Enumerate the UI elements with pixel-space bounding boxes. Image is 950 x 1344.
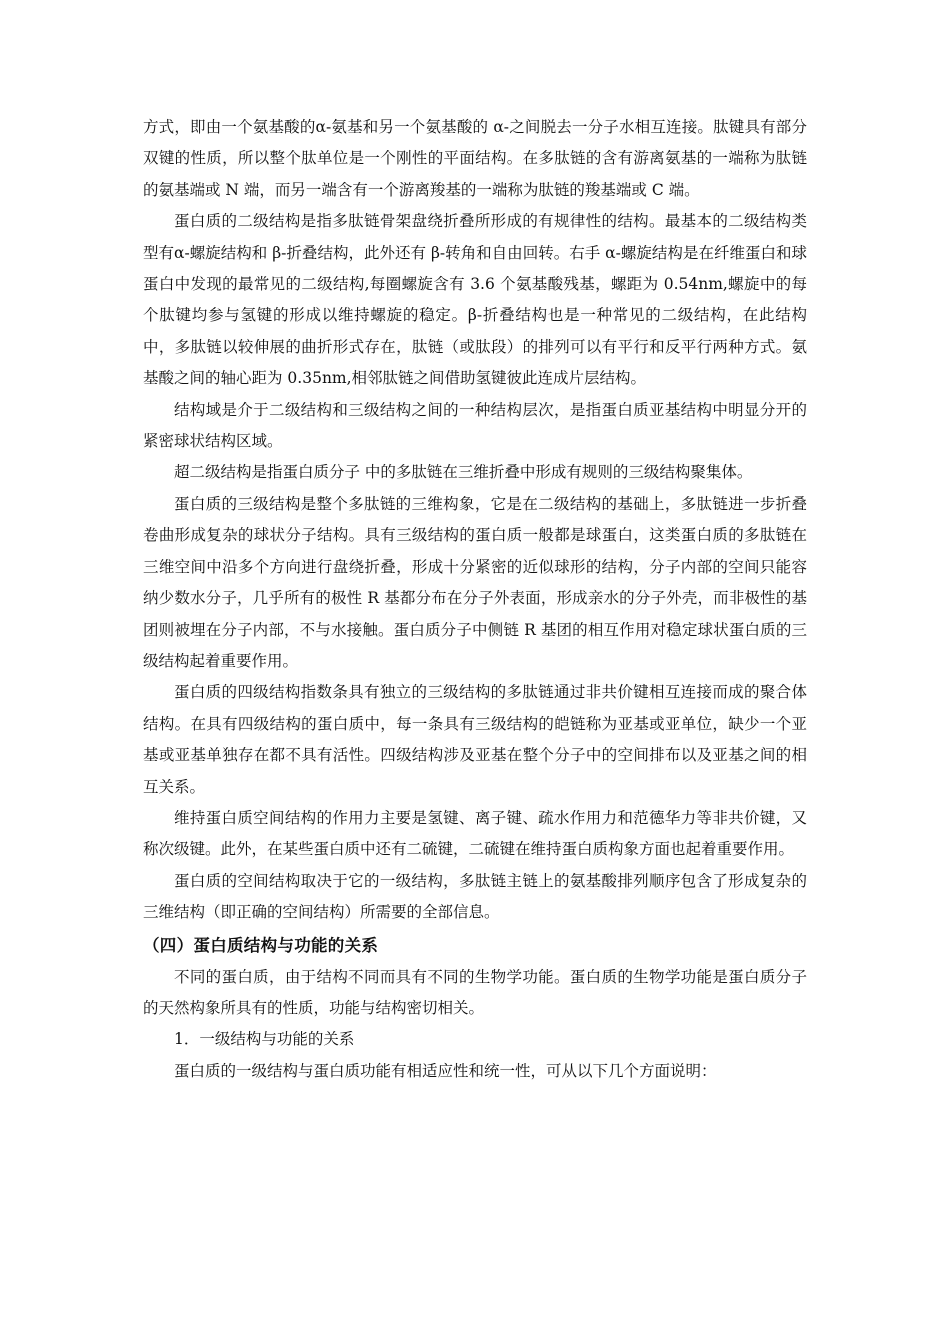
paragraph-tertiary-structure: 蛋白质的三级结构是整个多肽链的三维构象，它是在二级结构的基础上，多肽链进一步折叠卷曲形成复杂的球状分子结构。具有三级结构的蛋白质一般都是球蛋白，这类蛋白质的多肽链在三维空间中沿多个方向进行盘绕折叠，形成十分紧密的近似球形的结构，分子内部的空间只能容纳少数水分子，几乎所有的极性 R 基都分布在分子外表面，形成亲水的分子外壳，而非极性的基团则被埋在分子内部，不与水接触。蛋白质分子中侧链 R 基团的相互作用对稳定球状蛋白质的三级结构起着重要作用。 bbox=[143, 494, 807, 670]
paragraph-spatial-structure: 蛋白质的空间结构取决于它的一级结构，多肽链主链上的氨基酸排列顺序包含了形成复杂的三维结构（即正确的空间结构）所需要的全部信息。 bbox=[143, 871, 807, 922]
subheading-primary-structure-function: 1．一级结构与功能的关系 bbox=[174, 1030, 355, 1049]
paragraph-secondary-structure: 蛋白质的二级结构是指多肽链骨架盘绕折叠所形成的有规律性的结构。最基本的二级结构类型有α-螺旋结构和 β-折叠结构，此外还有 β-转角和自由回转。右手 α-螺旋结构是在纤维蛋白和球蛋白中发现的最常见的二级结构,每圈螺旋含有 3.6 个氨基酸残基，螺距为 0.54nm,螺旋中的每个肽键均参与氢键的形成以维持螺旋的稳定。β-折叠结构也是一种常见的二级结构，在此结构中，多肽链以较伸展的曲折形式存在，肽链（或肽段）的排列可以有平行和反平行两种方式。氨基酸之间的轴心距为 0.35nm,相邻肽链之间借助氢键彼此连成片层结构。 bbox=[143, 212, 807, 388]
paragraph-function-intro: 不同的蛋白质，由于结构不同而具有不同的生物学功能。蛋白质的生物学功能是蛋白质分子的天然构象所具有的性质，功能与结构密切相关。 bbox=[143, 967, 807, 1017]
paragraph-quaternary-structure: 蛋白质的四级结构指数条具有独立的三级结构的多肽链通过非共价键相互连接而成的聚合体结构。在具有四级结构的蛋白质中，每一条具有三级结构的皑链称为亚基或亚单位，缺少一个亚基或亚基单独存在都不具有活性。四级结构涉及亚基在整个分子中的空间排布以及亚基之间的相互关系。 bbox=[143, 683, 807, 796]
paragraph-stabilizing-forces: 维持蛋白质空间结构的作用力主要是氢键、离子键、疏水作用力和范德华力等非共价键，又称次级键。此外，在某些蛋白质中还有二硫键，二硫键在维持蛋白质构象方面也起着重要作用。 bbox=[143, 808, 807, 859]
paragraph-peptide-bond: 方式，即由一个氨基酸的α-氨基和另一个氨基酸的 α-之间脱去一分子水相互连接。肽键具有部分双键的性质，所以整个肽单位是一个刚性的平面结构。在多肽链的含有游离氨基的一端称为肽链的氨基端或 N 端，而另一端含有一个游离羧基的一端称为肽链的羧基端或 C 端。 bbox=[143, 118, 807, 199]
section-heading-structure-function: （四）蛋白质结构与功能的关系 bbox=[143, 935, 379, 955]
document-page bbox=[143, 112, 807, 1087]
paragraph-supersecondary: 超二级结构是指蛋白质分子 中的多肽链在三维折叠中形成有规则的三级结构聚集体。 bbox=[174, 463, 753, 482]
paragraph-domain: 结构域是介于二级结构和三级结构之间的一种结构层次，是指蛋白质亚基结构中明显分开的紧密球状结构区域。 bbox=[143, 400, 807, 451]
paragraph-primary-structure-function: 蛋白质的一级结构与蛋白质功能有相适应性和统一性，可从以下几个方面说明： bbox=[174, 1061, 717, 1080]
